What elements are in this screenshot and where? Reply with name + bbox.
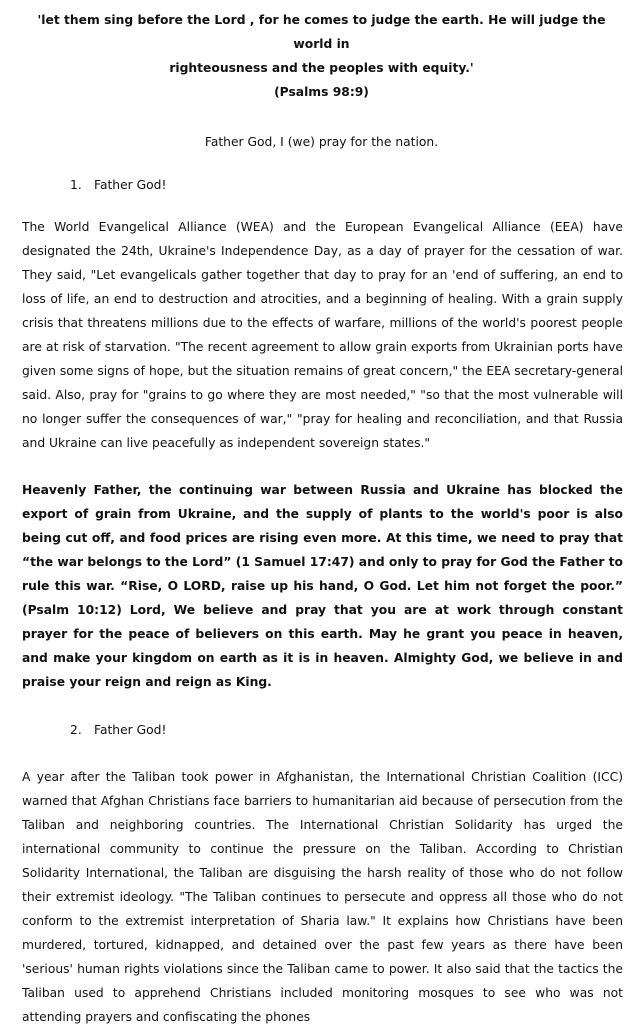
epigraph xyxy=(18,8,625,104)
intro-line: Father God, I (we) pray for the nation. xyxy=(204,135,439,149)
section-1-title: Father God! xyxy=(94,178,167,192)
section-2-title: Father God! xyxy=(94,723,167,737)
section-2-heading xyxy=(70,718,643,742)
section-1-heading xyxy=(70,173,643,197)
section-2-number: 2. xyxy=(70,723,82,737)
epigraph-line-1: 'let them sing before the Lord , for he comes to judge the earth. He will judge the world in xyxy=(37,13,606,51)
section-1-paragraph: The World Evangelical Alliance (WEA) and the European Evangelical Alliance (EEA) have designated the 24th, Ukraine's Independence Day, as a day of prayer for the cessation of war. They said, "Let evangelicals gather together that day to pray for an 'end of suffering, an end to loss of life, an end to destruction and atrocities, and a beginning of healing. With a grain supply crisis that threatens millions due to the effects of warfare, millions of the world's poorest people are at risk of starvation. "The recent agreement to allow grain exports from Ukrainian ports have given some signs of hope, but the situation remains of great concern," the EEA secretary-general said. Also, pray for "grains to go where they are most needed," "so that the most vulnerable will no longer suffer the consequences of war," "pray for healing and reconciliation, and that Russia and Ukraine can live peacefully as independent sovereign states." xyxy=(22,220,623,450)
epigraph-reference: (Psalms 98:9) xyxy=(274,85,369,99)
section-1-prayer: Heavenly Father, the continuing war between Russia and Ukraine has blocked the export of grain from Ukraine, and the supply of plants to the world's poor is also being cut off, and food prices are rising even more. At this time, we need to pray that “the war belongs to the Lord” (1 Samuel 17:47) and only to pray for God the Father to rule this war. “Rise, O LORD, raise up his hand, O God. Let him not forget the poor.” (Psalm 10:12) Lord, We believe and pray that you are at work through constant prayer for the peace of believers on this earth. May he grant you peace in heaven, and make your kingdom on earth as it is in heaven. Almighty God, we believe in and praise your reign and reign as King. xyxy=(22,483,623,689)
section-1-number: 1. xyxy=(70,178,82,192)
section-2-paragraph: A year after the Taliban took power in Afghanistan, the International Christian Coalition (ICC) warned that Afghan Christians face barriers to humanitarian aid because of persecution from the Taliban and neighboring countries. The International Christian Solidarity has urged the international community to continue the pressure on the Taliban. According to Christian Solidarity International, the Taliban are disguising the harsh reality of those who do not follow their extremist ideology. "The Taliban continues to persecute and oppress all those who do not conform to the extremist interpretation of Sharia law." It explains how Christians have been murdered, tortured, kidnapped, and detained over the past few years as there have been 'serious' human rights violations since the Taliban came to power. It also said that the tactics the Taliban used to apprehend Christians included monitoring mosques to see who was not attending prayers and confiscating the phones xyxy=(22,770,623,1024)
document-page xyxy=(0,8,643,1024)
epigraph-line-2: righteousness and the peoples with equity.' xyxy=(169,61,474,75)
